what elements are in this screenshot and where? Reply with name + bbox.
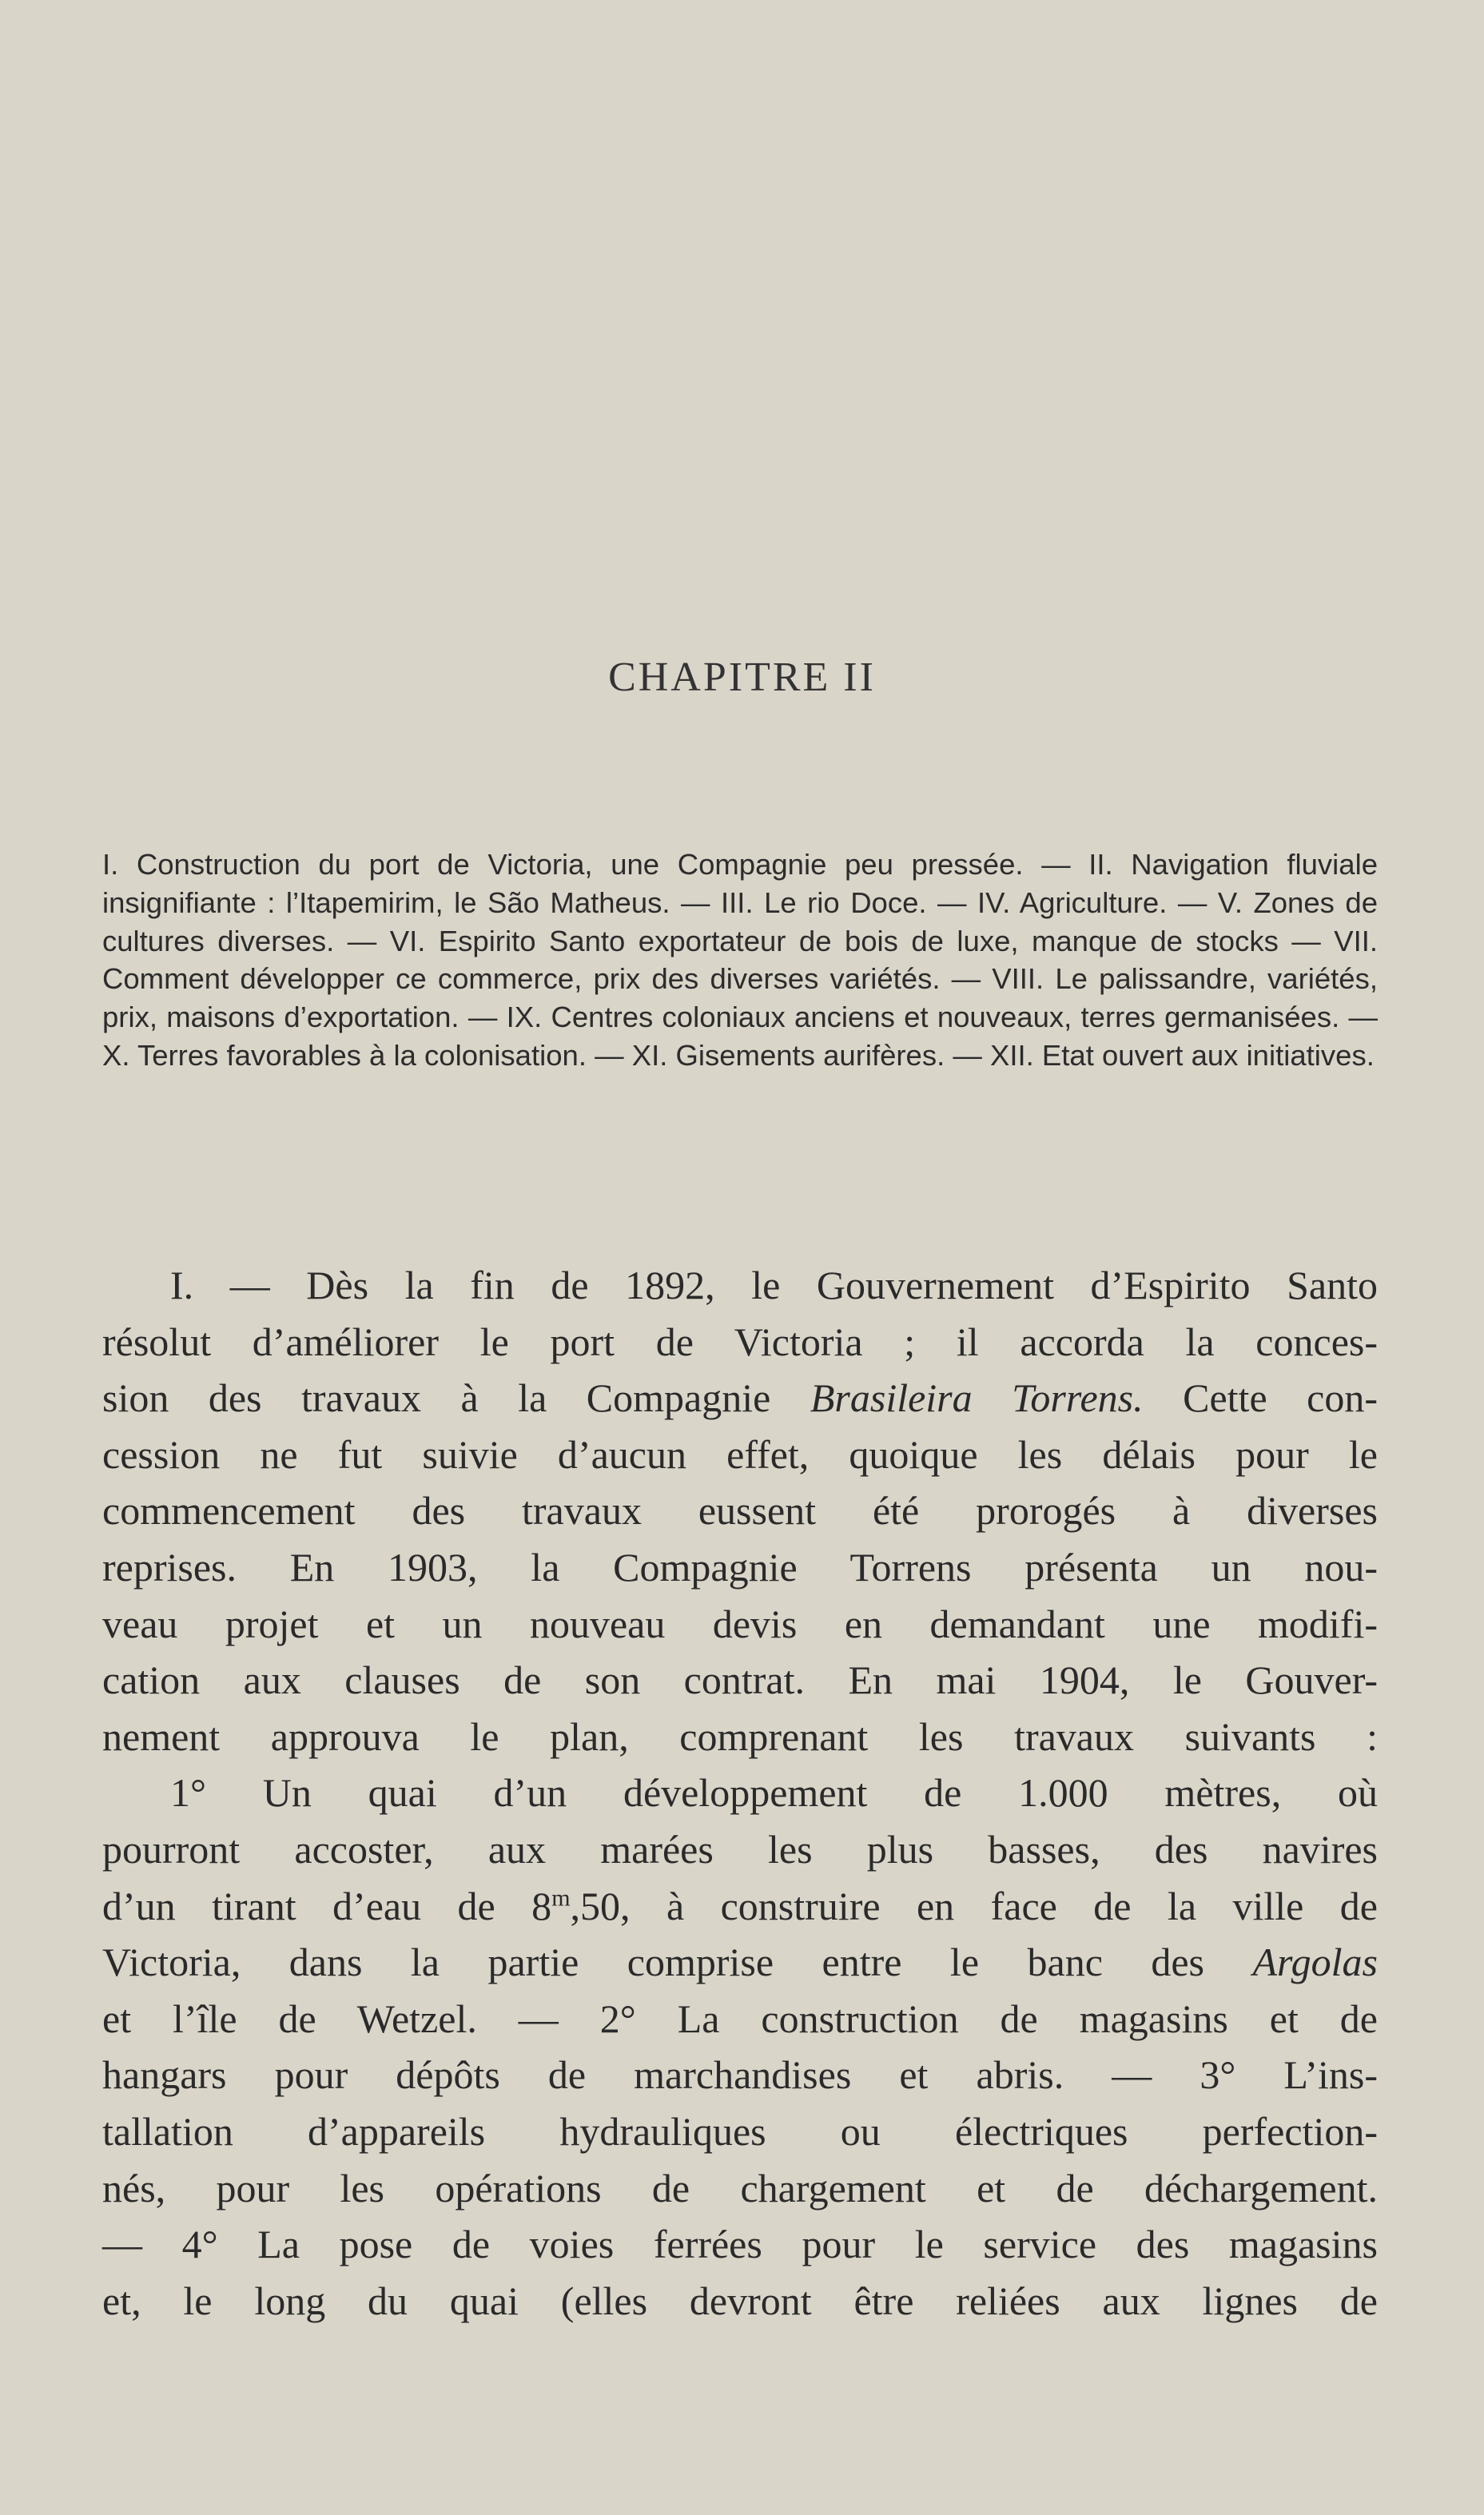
- text-segment: sion des travaux à la Compagnie: [102, 1375, 771, 1421]
- place-name: Argolas: [1252, 1940, 1378, 1985]
- text-line: hangars pour dépôts de marchandises et abris. — 3° L’ins-: [102, 2052, 1378, 2098]
- chapter-title: CHAPITRE II: [608, 655, 876, 700]
- text-line: [102, 1934, 1378, 1991]
- text-line: nement approuva le plan, comprenant les travaux suivants :: [102, 1713, 1378, 1759]
- text-line: reprises. En 1903, la Compagnie Torrens présenta un nou-: [102, 1544, 1378, 1590]
- text-line: 1° Un quai d’un développement de 1.000 mètres, où: [170, 1770, 1378, 1816]
- text-line: et, le long du quai (elles devront être reliées aux lignes de: [102, 2278, 1378, 2323]
- text-line: résolut d’améliorer le port de Victoria ; il accorda la conces-: [102, 1319, 1378, 1364]
- chapter-summary: I. Construction du port de Victoria, une Compagnie peu pressée. — II. Navigation fluviale insignifiante : l’Itapemirim, le São Matheus. — III. Le rio Doce. — IV. Agriculture. — V. Zones de cultures diverses. — VI. Espirito Santo exportateur de bois de luxe, manque de stocks — VII. Comment développer ce commerce, prix des diverses variétés. — VIII. Le palissandre, variétés, prix, maisons d’exportation. — IX. Centres coloniaux anciens et nouveaux, terres germanisées. — X. Terres favorables à la colonisation. — XI. Gisements aurifères. — XII. Etat ouvert aux initiatives.: [102, 848, 1378, 1072]
- body-text: [102, 1257, 1378, 2329]
- text-line: nés, pour les opérations de chargement et de déchargement.: [102, 2165, 1378, 2211]
- text-line: veau projet et un nouveau devis en demandant une modifi-: [102, 1601, 1378, 1646]
- superscript: m: [551, 1884, 571, 1911]
- company-name: Brasileira Torrens.: [810, 1375, 1144, 1421]
- text-line: — 4° La pose de voies ferrées pour le service des magasins: [102, 2222, 1378, 2267]
- text-line: [102, 1370, 1378, 1427]
- text-line: [102, 1878, 1378, 1935]
- text-line: et l’île de Wetzel. — 2° La construction de magasins et de: [102, 1996, 1378, 2041]
- text-segment: Victoria, dans la partie comprise entre le banc des: [102, 1940, 1205, 1985]
- text-line: I. — Dès la fin de 1892, le Gouvernement d’Espirito Santo: [170, 1263, 1378, 1307]
- text-line: cation aux clauses de son contrat. En mai 1904, le Gouver-: [102, 1657, 1378, 1703]
- text-line: commencement des travaux eussent été prorogés à diverses: [102, 1488, 1378, 1534]
- text-line: tallation d’appareils hydrauliques ou électriques perfection-: [102, 2108, 1378, 2154]
- text-segment: ,50, à construire en face de la ville de: [570, 1883, 1378, 1928]
- text-line: cession ne fut suivie d’aucun effet, quoique les délais pour le: [102, 1431, 1378, 1477]
- text-segment: Cette con-: [1183, 1375, 1379, 1421]
- text-line: pourront accoster, aux marées les plus basses, des navires: [102, 1826, 1378, 1872]
- text-segment: d’un tirant d’eau de 8: [102, 1883, 552, 1928]
